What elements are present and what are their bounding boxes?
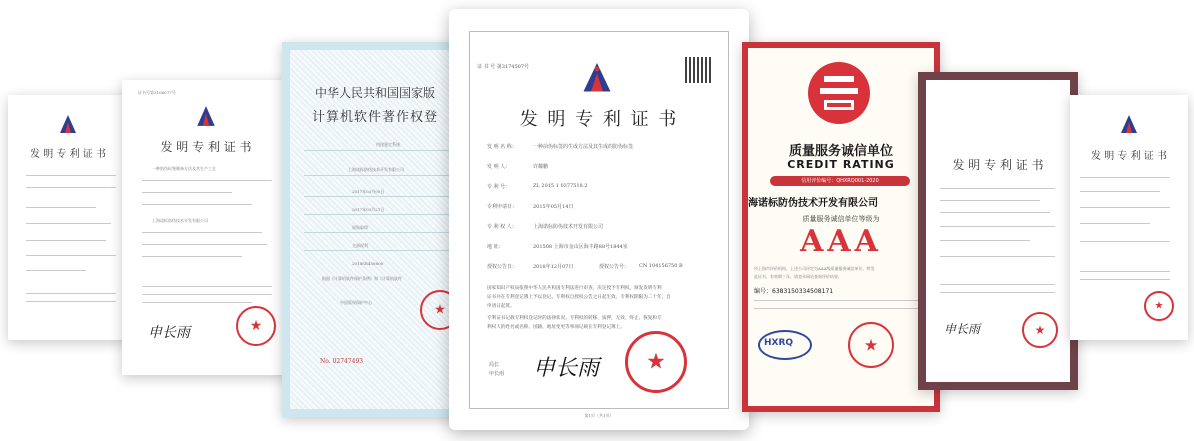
certificate-software-copyright <box>282 42 468 417</box>
invention-label: 发 明 名 称： <box>487 144 517 150</box>
certificate-far-left <box>8 95 128 340</box>
body-text-3: 申请日起算。 <box>487 304 515 309</box>
rights-method: 原始取得 <box>352 225 368 230</box>
address-label: 地 址： <box>487 244 504 250</box>
patent-holder: 上海诺标防伪技术开发有限公司 <box>152 218 208 223</box>
certificate-title-line-1: 中华人民共和国国家版 <box>314 86 435 100</box>
certificate-number: 证 书 号 第3174507号 <box>477 64 530 70</box>
signature: 申长雨 <box>944 322 981 336</box>
signature: 申长雨 <box>148 325 190 341</box>
certificate-title: 发 明 专 利 证 书 <box>160 140 252 154</box>
certificate-title: 发 明 专 利 证 书 <box>519 109 679 130</box>
filing-date-value: 2015年05月14日 <box>533 204 574 210</box>
patent-holder-label: 专 利 权 人： <box>487 224 517 230</box>
footnote: 根据《计算机软件保护条例》和《计算机软件 <box>322 276 402 281</box>
issuer: 中国版权保护中心 <box>340 300 372 305</box>
grade: AAA <box>800 224 882 259</box>
patent-emblem-icon <box>192 104 220 128</box>
qr-code-icon <box>685 57 711 83</box>
patent-number-value: ZL 2015 1 0377518.2 <box>533 183 588 189</box>
grade-description: 质量服务诚信单位等级为 <box>802 215 880 223</box>
certificate-title: 发 明 专 利 证 书 <box>30 149 106 160</box>
body-text-1: 经上海市评价机构，上述公司评定为AAA级质量服务诚信单位，特发 <box>754 266 875 271</box>
certificate-patent-main <box>449 9 749 430</box>
director-name: 申长雨 <box>489 371 505 377</box>
official-seal: ★ <box>1144 291 1174 321</box>
grant-date-value: 2018年12月07日 <box>533 264 574 270</box>
publication-label: 授权公告号： <box>599 264 630 270</box>
official-seal: ★ <box>625 331 687 393</box>
director-title: 局长 <box>489 362 500 368</box>
body-text-5: 利权人的姓名或名称、国籍、地址变更等事项记载在专利登记簿上。 <box>487 325 625 330</box>
rating-badge: 信用评价编号：QHXRQ001-2020 <box>770 176 910 186</box>
development-date: 2017年03月05日 <box>352 189 385 194</box>
publication-value: CN 104156750 B <box>639 263 683 269</box>
publication-date: 2017年03月21日 <box>352 207 385 212</box>
filing-date-label: 专利申请日： <box>487 204 518 210</box>
page-footer: 第1页（共1页） <box>584 413 614 418</box>
registration-number: 2018SR456608 <box>352 261 384 266</box>
certificate-title: 发 明 专 利 证 书 <box>952 158 1044 172</box>
address-value: 201508 上海市金山区海丰路88号1844室 <box>533 244 628 250</box>
company-logo-icon <box>808 62 870 124</box>
rights-scope: 全部权利 <box>352 243 368 248</box>
patent-emblem-icon <box>1117 113 1141 135</box>
certificate-title: 质量服务诚信单位 <box>788 144 893 159</box>
official-seal: ★ <box>420 290 460 330</box>
patent-emblem-icon <box>56 113 80 135</box>
inventor-value: 许耀鹏 <box>533 164 549 170</box>
inventor-label: 发 明 人： <box>487 164 511 170</box>
official-seal: ★ <box>1022 312 1058 348</box>
grant-date-label: 授权公告日： <box>487 264 518 270</box>
invention-name: 一种防伪标签制备方法及其生产工艺 <box>152 166 216 171</box>
signature: 申长雨 <box>533 356 600 381</box>
certificate-dark-frame <box>918 72 1078 390</box>
body-text-2: 证书并在专利登记簿上予以登记。专利权自授权公告之日起生效。专利权期限为二十年，自 <box>487 295 671 300</box>
certificate-left <box>122 80 290 375</box>
official-seal: ★ <box>236 306 276 346</box>
body-text-4: 专利证书记载专利权登记时的法律状况。专利权的转移、质押、无效、终止、恢复和专 <box>487 316 662 321</box>
invention-value: 一种前伪标签的生成方法及其生成的防伪标签 <box>533 144 634 150</box>
certificate-number: 证书号第3166077号 <box>138 90 176 95</box>
body-text-2: 此证书，有效期三年，请登录网站查询评价结果。 <box>754 274 842 279</box>
hxrq-logo-icon: HXRQ <box>758 330 812 360</box>
certificate-credit-rating <box>742 42 940 412</box>
official-seal: ★ <box>848 322 894 368</box>
certificate-title-line-2: 计算机软件著作权登 <box>311 110 438 125</box>
patent-number-label: 专 利 号： <box>487 184 511 190</box>
body-text-1: 国家知识产权局依照中华人民共和国专利法进行审查，决定授予专利权，颁发发明专利 <box>487 286 662 291</box>
serial-number: No. 02747493 <box>320 358 364 365</box>
certificate-code: 编号：6383150334508171 <box>754 288 834 295</box>
certificate-title-en: CREDIT RATING <box>787 158 895 171</box>
copyright-owner: 上海诺标防伪技术开发有限公司 <box>348 167 404 172</box>
software-name: 用途鉴定系统 <box>376 142 400 147</box>
certificate-title: 发 明 专 利 证 书 <box>1091 151 1167 162</box>
patent-holder-value: 上海诺标防伪技术开发有限公司 <box>533 224 604 230</box>
company-name: 海诺标防伪技术开发有限公司 <box>748 198 878 209</box>
patent-emblem-icon <box>579 61 615 95</box>
certificate-far-right <box>1070 95 1188 340</box>
